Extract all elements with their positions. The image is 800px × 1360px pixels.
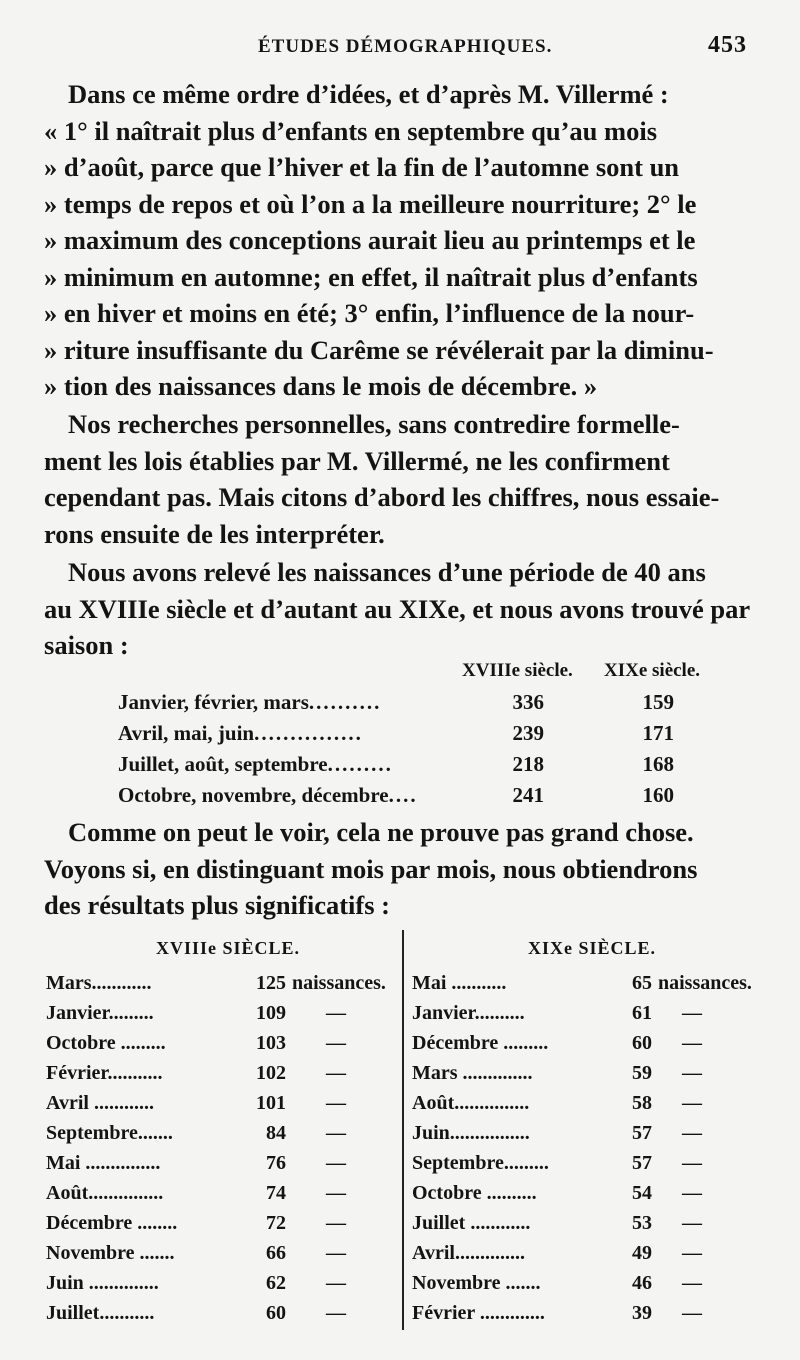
months-19th-century (412, 938, 762, 1332)
season-value-18th: 241 (512, 783, 544, 807)
text-line: » en hiver et moins en été; 3° enfin, l’influence de la nour- (44, 298, 695, 328)
unit-label: naissances. (658, 972, 752, 994)
month-row (412, 1152, 762, 1182)
month-label: Novembre ....... (412, 1272, 541, 1294)
season-value-18th: 218 (512, 752, 544, 776)
season-table (44, 660, 756, 814)
month-label: Octobre .......... (412, 1182, 537, 1204)
ditto-dash: — (682, 1302, 702, 1324)
birth-count: 101 (256, 1092, 286, 1114)
month-label: Juillet ............ (412, 1212, 531, 1234)
ditto-dash: — (682, 1152, 702, 1174)
month-row (46, 1032, 396, 1062)
season-value-19th: 171 (642, 721, 674, 745)
season-label: Avril, mai, juin (118, 721, 255, 745)
column-heading: XVIIIe SIÈCLE. (156, 938, 301, 958)
month-row (412, 1032, 762, 1062)
birth-count: 125 (256, 972, 286, 994)
month-label: Janvier.......... (412, 1002, 525, 1024)
birth-count: 46 (632, 1272, 652, 1294)
ditto-dash: — (682, 1122, 702, 1144)
birth-count: 57 (632, 1152, 652, 1174)
month-label: Juin................ (412, 1122, 530, 1144)
birth-count: 102 (256, 1062, 286, 1084)
birth-count: 76 (266, 1152, 286, 1174)
leader-dots: .......... (308, 690, 382, 714)
ditto-dash: — (682, 1182, 702, 1204)
text-line: » minimum en automne; en effet, il naîtrait plus d’enfants (44, 261, 698, 292)
month-label: Février........... (46, 1062, 163, 1084)
birth-count: 49 (632, 1242, 652, 1264)
birth-count: 53 (632, 1212, 652, 1234)
text-line: cependant pas. Mais citons d’abord les chiffres, nous essaie- (44, 482, 720, 512)
month-row (412, 1242, 762, 1272)
month-label: Septembre....... (46, 1122, 173, 1144)
month-label: Mars .............. (412, 1062, 533, 1084)
month-label: Décembre ........ (46, 1212, 178, 1234)
month-row (412, 1272, 762, 1302)
birth-count: 58 (632, 1092, 652, 1114)
season-row (44, 721, 756, 752)
text-line: » d’août, parce que l’hiver et la fin de l’automne sont un (44, 152, 680, 182)
month-row (46, 1302, 396, 1332)
ditto-dash: — (326, 1242, 346, 1264)
month-label: Août............... (46, 1182, 164, 1204)
birth-count: 103 (256, 1032, 286, 1054)
season-value-18th: 239 (512, 721, 544, 745)
ditto-dash: — (682, 1272, 702, 1294)
text-line: « 1° il naîtrait plus d’enfants en septembre qu’au mois (44, 115, 658, 146)
birth-count: 65 (632, 972, 652, 994)
ditto-dash: — (682, 1092, 702, 1114)
page-header (0, 32, 800, 66)
month-row (46, 1062, 396, 1092)
birth-count: 54 (632, 1182, 652, 1204)
month-label: Juillet........... (46, 1302, 155, 1324)
text-line: » maximum des conceptions aurait lieu au printemps et le (44, 225, 696, 255)
text-line: Comme on peut le voir, cela ne prouve pas grand chose. (68, 817, 694, 847)
month-label: Juin .............. (46, 1272, 159, 1294)
season-table-header (44, 660, 756, 690)
ditto-dash: — (682, 1062, 702, 1084)
month-label: Février ............. (412, 1302, 545, 1324)
ditto-dash: — (326, 1032, 346, 1054)
birth-count: 66 (266, 1242, 286, 1264)
running-title: ÉTUDES DÉMOGRAPHIQUES. (258, 36, 553, 57)
text-line: » tion des naissances dans le mois de décembre. » (44, 371, 598, 401)
birth-count: 62 (266, 1272, 286, 1294)
text-line: saison : (44, 630, 129, 660)
season-label: Janvier, février, mars (118, 690, 309, 714)
ditto-dash: — (326, 1152, 346, 1174)
month-label: Mars............ (46, 972, 152, 994)
page-number: 453 (708, 32, 747, 58)
month-row (46, 1242, 396, 1272)
birth-count: 74 (266, 1182, 286, 1204)
month-row (412, 1092, 762, 1122)
month-row (412, 972, 762, 1002)
ditto-dash: — (326, 1302, 346, 1324)
season-label: Octobre, novembre, décembre (118, 783, 389, 807)
month-row (46, 1002, 396, 1032)
months-18th-century (46, 938, 396, 1332)
text-line: ment les lois établies par M. Villermé, ne les confirment (44, 445, 670, 476)
ditto-dash: — (682, 1212, 702, 1234)
month-label: Décembre ......... (412, 1032, 549, 1054)
ditto-dash: — (326, 1122, 346, 1144)
text-line: Dans ce même ordre d’idées, et d’après M. Villermé : (68, 79, 669, 109)
month-label: Août............... (412, 1092, 530, 1114)
season-row (44, 752, 756, 783)
birth-count: 60 (632, 1032, 652, 1054)
paragraph-month-by-month (44, 814, 756, 924)
column-heading: XIXe SIÈCLE. (528, 938, 657, 958)
text-line: » temps de repos et où l’on a la meilleure nourriture; 2° le (44, 188, 697, 219)
ditto-dash: — (682, 1032, 702, 1054)
month-label: Mai ............... (46, 1152, 161, 1174)
month-row (46, 1182, 396, 1212)
month-label: Avril.............. (412, 1242, 525, 1264)
text-line: Nos recherches personnelles, sans contredire formelle- (68, 409, 680, 439)
month-row (412, 1302, 762, 1332)
month-row (412, 1182, 762, 1212)
season-value-18th: 336 (512, 690, 544, 714)
ditto-dash: — (326, 1272, 346, 1294)
month-label: Novembre ....... (46, 1242, 175, 1264)
text-line: Voyons si, en distinguant mois par mois, nous obtiendrons (44, 853, 698, 884)
paragraph-personal-research (44, 406, 756, 552)
text-line: au XVIIIe siècle et d’autant au XIXe, et nous avons trouvé par (44, 593, 751, 624)
paragraph-villerme-quote (44, 76, 756, 405)
ditto-dash: — (326, 1182, 346, 1204)
month-row (412, 1122, 762, 1152)
month-row (46, 1122, 396, 1152)
month-label: Janvier......... (46, 1002, 154, 1024)
season-label: Juillet, août, septembre (118, 752, 328, 776)
birth-count: 72 (266, 1212, 286, 1234)
season-row (44, 783, 756, 814)
ditto-dash: — (682, 1242, 702, 1264)
month-label: Avril ............ (46, 1092, 154, 1114)
leader-dots: ......... (327, 752, 393, 776)
birth-count: 39 (632, 1302, 652, 1324)
month-row (46, 1152, 396, 1182)
month-row (46, 1272, 396, 1302)
month-row (46, 1092, 396, 1122)
birth-count: 109 (256, 1002, 286, 1024)
month-label: Mai ........... (412, 972, 507, 994)
birth-count: 61 (632, 1002, 652, 1024)
month-label: Octobre ......... (46, 1032, 166, 1054)
season-value-19th: 159 (642, 690, 674, 714)
column-header-19th-century: XIXe siècle. (604, 660, 701, 681)
birth-count: 59 (632, 1062, 652, 1084)
leader-dots: .... (388, 783, 418, 807)
ditto-dash: — (326, 1002, 346, 1024)
month-row (412, 1212, 762, 1242)
unit-label: naissances. (292, 972, 386, 994)
ditto-dash: — (682, 1002, 702, 1024)
text-line: » riture insuffisante du Carême se révélerait par la diminu- (44, 334, 714, 365)
month-row (46, 972, 396, 1002)
month-row (46, 1212, 396, 1242)
ditto-dash: — (326, 1062, 346, 1084)
month-row (412, 1062, 762, 1092)
season-row (44, 690, 756, 721)
column-header-18th-century: XVIIIe siècle. (462, 660, 573, 681)
paragraph-40-years (44, 554, 756, 664)
season-value-19th: 168 (642, 752, 674, 776)
ditto-dash: — (326, 1092, 346, 1114)
text-line: rons ensuite de les interpréter. (44, 518, 385, 549)
birth-count: 57 (632, 1122, 652, 1144)
column-divider (402, 930, 404, 1330)
season-value-19th: 160 (642, 783, 674, 807)
text-line: Nous avons relevé les naissances d’une période de 40 ans (68, 557, 706, 587)
month-row (412, 1002, 762, 1032)
month-label: Septembre......... (412, 1152, 549, 1174)
text-line: des résultats plus significatifs : (44, 890, 390, 920)
birth-count: 60 (266, 1302, 286, 1324)
leader-dots: ............... (254, 721, 363, 745)
birth-count: 84 (266, 1122, 286, 1144)
ditto-dash: — (326, 1212, 346, 1234)
